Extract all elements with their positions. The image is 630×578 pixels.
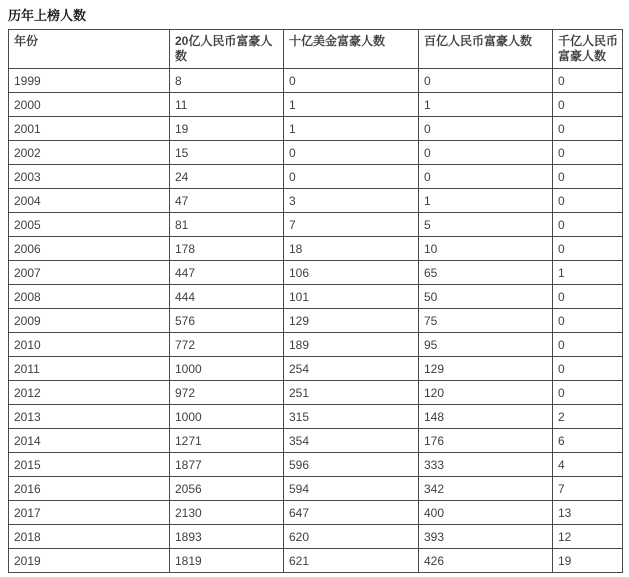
table-row [9, 189, 623, 213]
table-row [9, 405, 623, 429]
value-cell: 1877 [170, 453, 284, 477]
value-cell: 0 [553, 69, 623, 93]
year-cell: 2018 [9, 525, 170, 549]
year-cell: 2005 [9, 213, 170, 237]
value-cell: 0 [284, 165, 419, 189]
value-cell: 0 [419, 141, 553, 165]
year-cell: 2006 [9, 237, 170, 261]
year-cell: 1999 [9, 69, 170, 93]
value-cell: 106 [284, 261, 419, 285]
year-cell: 2012 [9, 381, 170, 405]
table-row [9, 213, 623, 237]
value-cell: 0 [553, 357, 623, 381]
col-header-1b-usd: 十亿美金富豪人数 [284, 30, 419, 69]
value-cell: 19 [170, 117, 284, 141]
year-cell: 2003 [9, 165, 170, 189]
value-cell: 1271 [170, 429, 284, 453]
table-row [9, 357, 623, 381]
value-cell: 1 [284, 93, 419, 117]
table-header-row [9, 30, 623, 69]
value-cell: 254 [284, 357, 419, 381]
value-cell: 19 [553, 549, 623, 573]
value-cell: 2056 [170, 477, 284, 501]
table-row [9, 501, 623, 525]
rich-list-table [8, 29, 623, 573]
value-cell: 1 [419, 189, 553, 213]
value-cell: 596 [284, 453, 419, 477]
value-cell: 393 [419, 525, 553, 549]
table-row [9, 93, 623, 117]
col-header-2b-rmb: 20亿人民币富豪人数 [170, 30, 284, 69]
value-cell: 1000 [170, 357, 284, 381]
value-cell: 2130 [170, 501, 284, 525]
value-cell: 10 [419, 237, 553, 261]
table-row [9, 381, 623, 405]
table-body [9, 69, 623, 573]
col-header-10b-rmb: 百亿人民币富豪人数 [419, 30, 553, 69]
value-cell: 13 [553, 501, 623, 525]
table-row [9, 237, 623, 261]
table-row [9, 429, 623, 453]
year-cell: 2007 [9, 261, 170, 285]
value-cell: 120 [419, 381, 553, 405]
value-cell: 0 [553, 309, 623, 333]
table-row [9, 453, 623, 477]
value-cell: 81 [170, 213, 284, 237]
year-cell: 2013 [9, 405, 170, 429]
year-cell: 2010 [9, 333, 170, 357]
value-cell: 129 [284, 309, 419, 333]
value-cell: 0 [284, 69, 419, 93]
value-cell: 576 [170, 309, 284, 333]
table-row [9, 141, 623, 165]
table-row [9, 309, 623, 333]
value-cell: 0 [553, 189, 623, 213]
table-row [9, 261, 623, 285]
value-cell: 621 [284, 549, 419, 573]
value-cell: 24 [170, 165, 284, 189]
table-row [9, 549, 623, 573]
col-header-year: 年份 [9, 30, 170, 69]
value-cell: 0 [553, 165, 623, 189]
value-cell: 95 [419, 333, 553, 357]
table-row [9, 165, 623, 189]
value-cell: 1819 [170, 549, 284, 573]
value-cell: 447 [170, 261, 284, 285]
value-cell: 972 [170, 381, 284, 405]
value-cell: 0 [553, 93, 623, 117]
value-cell: 101 [284, 285, 419, 309]
value-cell: 148 [419, 405, 553, 429]
table-row [9, 69, 623, 93]
value-cell: 3 [284, 189, 419, 213]
value-cell: 0 [419, 117, 553, 141]
value-cell: 2 [553, 405, 623, 429]
value-cell: 12 [553, 525, 623, 549]
col-header-100b-rmb: 千亿人民币富豪人数 [553, 30, 623, 69]
value-cell: 444 [170, 285, 284, 309]
value-cell: 15 [170, 141, 284, 165]
value-cell: 647 [284, 501, 419, 525]
value-cell: 4 [553, 453, 623, 477]
value-cell: 400 [419, 501, 553, 525]
value-cell: 5 [419, 213, 553, 237]
value-cell: 0 [553, 237, 623, 261]
value-cell: 342 [419, 477, 553, 501]
value-cell: 1000 [170, 405, 284, 429]
table-row [9, 525, 623, 549]
value-cell: 1 [553, 261, 623, 285]
value-cell: 315 [284, 405, 419, 429]
year-cell: 2000 [9, 93, 170, 117]
value-cell: 7 [553, 477, 623, 501]
table-row [9, 333, 623, 357]
year-cell: 2019 [9, 549, 170, 573]
year-cell: 2001 [9, 117, 170, 141]
year-cell: 2002 [9, 141, 170, 165]
value-cell: 0 [419, 165, 553, 189]
value-cell: 0 [553, 333, 623, 357]
year-cell: 2008 [9, 285, 170, 309]
value-cell: 251 [284, 381, 419, 405]
year-cell: 2004 [9, 189, 170, 213]
value-cell: 1 [419, 93, 553, 117]
value-cell: 0 [553, 213, 623, 237]
table-row [9, 285, 623, 309]
value-cell: 354 [284, 429, 419, 453]
value-cell: 0 [553, 141, 623, 165]
value-cell: 1 [284, 117, 419, 141]
value-cell: 0 [284, 141, 419, 165]
value-cell: 594 [284, 477, 419, 501]
value-cell: 0 [553, 117, 623, 141]
table-row [9, 117, 623, 141]
value-cell: 47 [170, 189, 284, 213]
year-cell: 2014 [9, 429, 170, 453]
value-cell: 189 [284, 333, 419, 357]
value-cell: 426 [419, 549, 553, 573]
table-header [9, 30, 623, 69]
value-cell: 176 [419, 429, 553, 453]
table-row [9, 477, 623, 501]
value-cell: 129 [419, 357, 553, 381]
value-cell: 18 [284, 237, 419, 261]
value-cell: 333 [419, 453, 553, 477]
value-cell: 0 [553, 381, 623, 405]
year-cell: 2016 [9, 477, 170, 501]
value-cell: 6 [553, 429, 623, 453]
year-cell: 2011 [9, 357, 170, 381]
year-cell: 2009 [9, 309, 170, 333]
value-cell: 620 [284, 525, 419, 549]
value-cell: 1893 [170, 525, 284, 549]
value-cell: 772 [170, 333, 284, 357]
value-cell: 65 [419, 261, 553, 285]
value-cell: 11 [170, 93, 284, 117]
year-cell: 2017 [9, 501, 170, 525]
value-cell: 0 [419, 69, 553, 93]
page-title: 历年上榜人数 [8, 8, 87, 23]
value-cell: 7 [284, 213, 419, 237]
value-cell: 75 [419, 309, 553, 333]
value-cell: 50 [419, 285, 553, 309]
value-cell: 0 [553, 285, 623, 309]
value-cell: 8 [170, 69, 284, 93]
year-cell: 2015 [9, 453, 170, 477]
value-cell: 178 [170, 237, 284, 261]
